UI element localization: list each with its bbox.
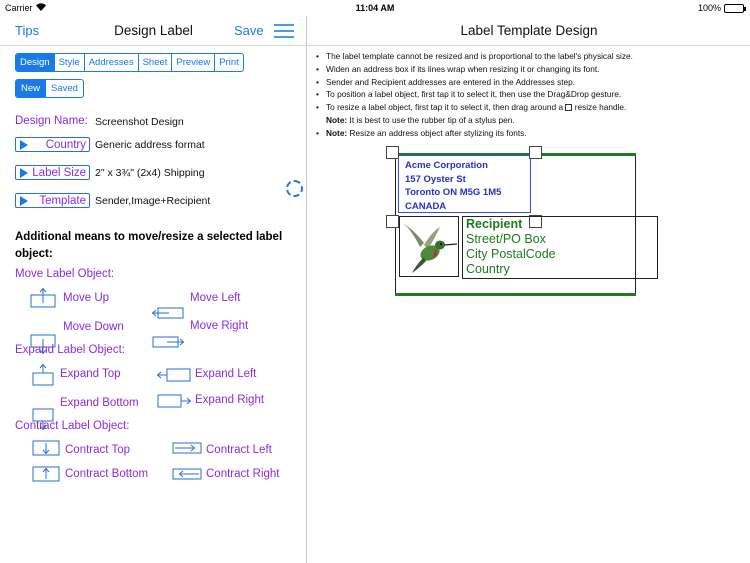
move-section-title: Move Label Object: (15, 268, 115, 280)
list-item: Note: It is best to use the rubber tip of a stylus pen. (326, 114, 515, 125)
list-item: • To resize a label object, first tap it to select it, then drag around a resize handle. (314, 101, 746, 114)
additional-means-heading: Additional means to move/resize a selected label object: (15, 231, 283, 260)
list-item: • To position a label object, first tap it to select it, then use the Drag&Drop gesture. (314, 88, 746, 101)
page-title: Design Label (114, 23, 193, 38)
tab-new[interactable]: New (16, 80, 45, 97)
move-right-button[interactable]: Move Right (190, 320, 249, 332)
left-pane (0, 16, 307, 563)
tab-print[interactable]: Print (214, 54, 243, 71)
sender-line: Toronto ON M5G 1M5 (405, 187, 502, 198)
contract-bottom-button[interactable]: Contract Bottom (65, 468, 149, 480)
expand-section-title: Expand Label Object: (15, 344, 125, 356)
sender-line: 157 Oyster St (405, 173, 466, 185)
move-up-button[interactable]: Move Up (63, 292, 110, 304)
expand-top-button[interactable]: Expand Top (60, 368, 121, 380)
list-item: • Sender and Recipient addresses are entered in the Addresses step. (314, 76, 746, 89)
list-item: • Widen an address box if its lines wrap when resizing it or changing its font. (314, 63, 746, 76)
resize-handle-icon (565, 104, 572, 111)
contract-left-button[interactable]: Contract Left (206, 444, 272, 456)
tab-addresses[interactable]: Addresses (84, 54, 138, 71)
play-icon (20, 140, 28, 150)
contract-top-icon[interactable] (32, 440, 60, 456)
battery-indicator (698, 3, 744, 13)
status-bar (0, 0, 750, 16)
design-name-label: Design Name: (15, 115, 88, 127)
contract-right-icon[interactable] (172, 468, 202, 480)
save-button[interactable]: Save (234, 23, 264, 38)
design-name-value[interactable]: Screenshot Design (95, 116, 184, 128)
tab-sheet[interactable]: Sheet (138, 54, 172, 71)
resize-handle-bottom-left[interactable] (386, 215, 399, 228)
label-size-value: 2" x 3¾" (2x4) Shipping (95, 167, 205, 179)
expand-right-icon[interactable] (157, 394, 191, 408)
sender-line: Acme Corporation (405, 160, 488, 171)
country-button[interactable] (15, 137, 90, 152)
country-button-label: Country (45, 138, 86, 151)
battery-icon (724, 4, 744, 13)
template-button-label: Template (39, 194, 86, 207)
hummingbird-icon (400, 217, 458, 276)
move-up-icon[interactable] (30, 288, 56, 308)
recipient-line: Country (466, 262, 510, 276)
play-icon (20, 196, 28, 206)
battery-percent: 100% (697, 3, 721, 13)
play-icon (20, 168, 28, 178)
list-item: • Note: Resize an address object after stylizing its fonts. (314, 127, 746, 140)
recipient-line: City PostalCode (466, 247, 556, 261)
expand-left-button[interactable]: Expand Left (195, 368, 257, 380)
contract-left-icon[interactable] (172, 442, 202, 454)
contract-bottom-icon[interactable] (32, 466, 60, 482)
resize-handle-top-right[interactable] (529, 146, 542, 159)
expand-bottom-button[interactable]: Expand Bottom (60, 397, 139, 409)
template-design-title: Label Template Design (460, 23, 598, 38)
recipient-address-box[interactable] (462, 216, 658, 279)
list-item: • The label template cannot be resized and is proportional to the label's physical size. (314, 50, 746, 63)
contract-section-title: Contract Label Object: (15, 420, 130, 432)
move-down-button[interactable]: Move Down (63, 321, 124, 333)
template-value: Sender,Image+Recipient (95, 195, 211, 207)
expand-left-icon[interactable] (157, 368, 191, 382)
label-size-button-label: Label Size (32, 166, 86, 179)
tab-style[interactable]: Style (54, 54, 84, 71)
move-left-button[interactable]: Move Left (190, 292, 241, 304)
right-nav-bar (308, 16, 750, 46)
hummingbird-image[interactable] (399, 216, 459, 277)
tab-saved[interactable]: Saved (45, 80, 83, 97)
carrier-label: Carrier (5, 3, 33, 13)
contract-right-button[interactable]: Contract Right (206, 468, 280, 480)
right-pane (308, 16, 750, 563)
clock: 11:04 AM (355, 3, 395, 13)
sender-line: CANADA (405, 200, 447, 212)
country-value: Generic address format (95, 139, 205, 151)
sender-address-box[interactable] (398, 155, 531, 213)
recipient-line: Street/PO Box (466, 232, 546, 246)
recipient-line: Recipient (466, 217, 523, 231)
menu-icon[interactable] (274, 24, 294, 38)
mode-tabs (15, 79, 84, 98)
left-nav-bar (0, 16, 306, 46)
contract-top-button[interactable]: Contract Top (65, 444, 130, 456)
expand-right-button[interactable]: Expand Right (195, 394, 265, 406)
template-button[interactable] (15, 193, 90, 208)
tab-preview[interactable]: Preview (171, 54, 214, 71)
expand-top-icon[interactable] (30, 364, 56, 386)
tab-design[interactable]: Design (16, 54, 54, 71)
step-tabs (15, 53, 244, 72)
move-right-icon[interactable] (152, 336, 184, 348)
label-bottom-border (395, 293, 636, 296)
instruction-list (314, 50, 746, 140)
tips-button[interactable]: Tips (15, 23, 40, 38)
move-left-icon[interactable] (152, 307, 184, 319)
resize-handle-top-left[interactable] (386, 146, 399, 159)
loading-spinner-icon (286, 180, 303, 197)
label-size-button[interactable] (15, 165, 90, 180)
